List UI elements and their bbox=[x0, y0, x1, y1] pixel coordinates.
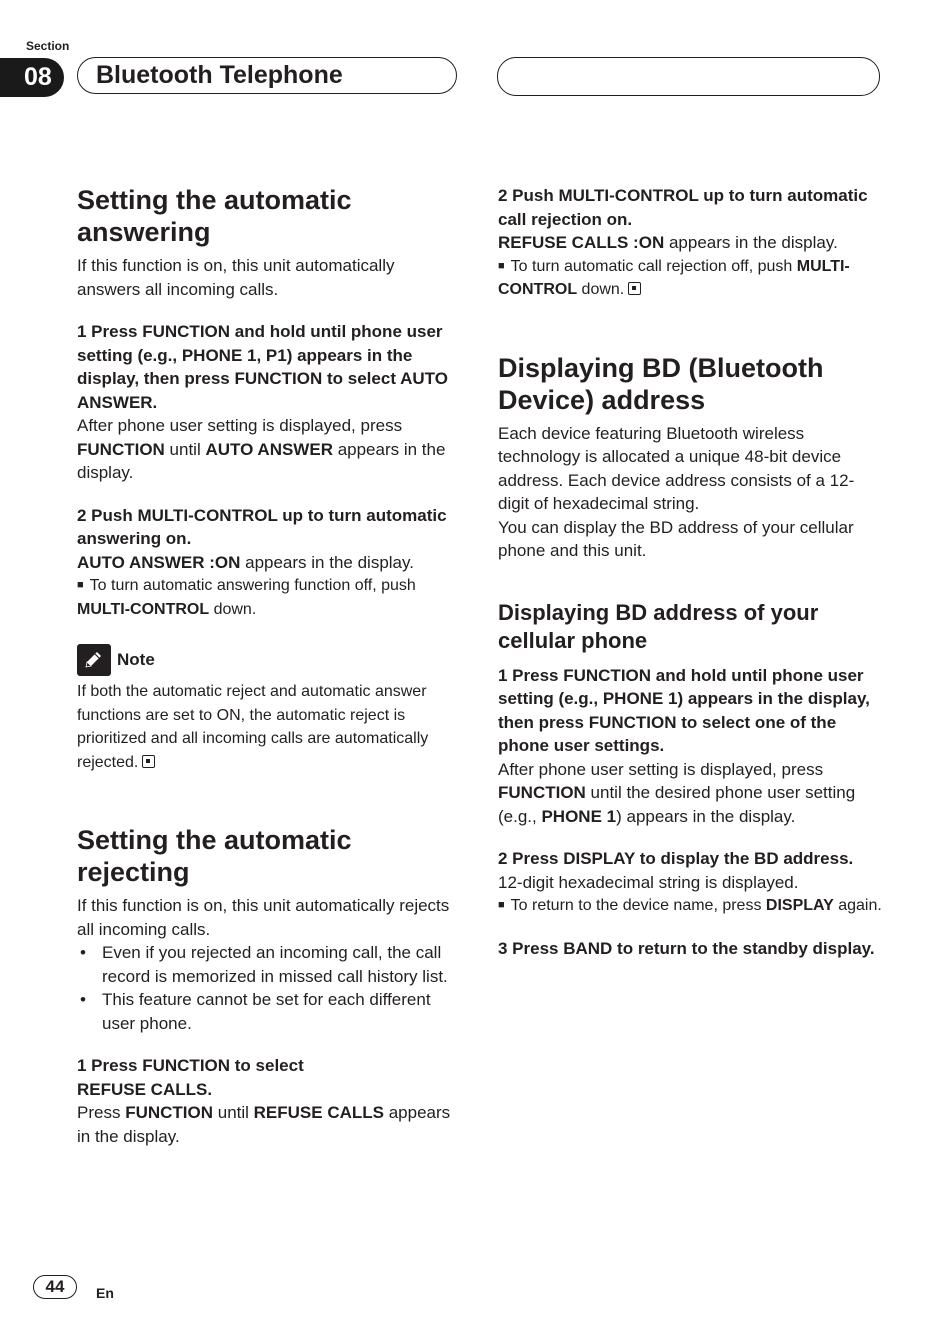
text: down. bbox=[577, 281, 625, 298]
key-multi-control: MULTI-CONTROL bbox=[77, 600, 210, 618]
text: appears in the display. bbox=[240, 552, 414, 572]
text: ) appears in the display. bbox=[616, 806, 796, 826]
chapter-title: Bluetooth Telephone bbox=[96, 61, 343, 89]
section-number-tab: 08 bbox=[0, 58, 64, 97]
text: REFUSE CALLS. bbox=[77, 1079, 213, 1099]
key-function: FUNCTION bbox=[77, 439, 165, 459]
auto-answer-step2-body bbox=[77, 551, 461, 575]
heading-auto-reject bbox=[77, 824, 461, 888]
auto-reject-bullet: • Even if you rejected an incoming call, the call record is memorized in missed call history list. bbox=[77, 941, 461, 988]
text: If both the automatic reject and automatic answer functions are set to ON, the automatic reject is prioritized and all incoming calls are automatically rejected. bbox=[77, 683, 429, 771]
auto-reject-step1-title bbox=[77, 1054, 461, 1101]
header-blank-frame bbox=[497, 57, 880, 96]
text: Press bbox=[77, 1103, 126, 1122]
bd-phone-step2-tip bbox=[498, 894, 882, 918]
bd-phone-step2-body: 12-digit hexadecimal string is displayed. bbox=[498, 872, 799, 892]
display-text: AUTO ANSWER :ON bbox=[77, 552, 241, 572]
text: again. bbox=[833, 897, 882, 914]
key-auto-answer: AUTO ANSWER bbox=[205, 439, 333, 459]
text: appears in the display. bbox=[77, 1103, 451, 1146]
auto-answer-step1-title: 1 Press FUNCTION and hold until phone user setting (e.g., PHONE 1, P1) appears in the display, then press FUNCTION to select AUTO ANSWER. bbox=[77, 322, 448, 412]
square-bullet-icon: ■ bbox=[498, 899, 505, 911]
heading-bd-phone bbox=[498, 599, 882, 655]
auto-reject-intro: If this function is on, this unit automatically rejects all incoming calls. bbox=[77, 896, 450, 939]
bd-address-para2: You can display the BD address of your cellular phone and this unit. bbox=[498, 517, 854, 560]
heading-line: Displaying BD address of your bbox=[498, 599, 819, 625]
text: down. bbox=[209, 600, 257, 618]
auto-reject-step2-tip bbox=[498, 255, 882, 302]
section-label: Section bbox=[26, 39, 70, 53]
heading-line: Device) address bbox=[498, 384, 706, 415]
key-multi-control: MULTI-CONTROL bbox=[498, 257, 850, 298]
square-bullet-icon: ■ bbox=[498, 259, 505, 272]
text: To return to the device name, press bbox=[510, 897, 766, 914]
end-mark-icon bbox=[628, 282, 641, 295]
auto-reject-step2-title: 2 Push MULTI-CONTROL up to turn automatic call rejection on. bbox=[498, 186, 868, 229]
heading-line: cellular phone bbox=[498, 627, 648, 653]
end-mark-icon bbox=[142, 755, 155, 768]
auto-answer-intro: If this function is on, this unit automatically answers all incoming calls. bbox=[77, 256, 395, 299]
text: 1 Press FUNCTION to select bbox=[77, 1056, 304, 1075]
text: until bbox=[164, 439, 206, 459]
bd-phone-step1-body bbox=[498, 758, 882, 829]
auto-reject-step2-body bbox=[498, 231, 882, 255]
heading-line: Displaying BD (Bluetooth bbox=[498, 352, 824, 383]
text: To turn automatic call rejection off, push bbox=[510, 257, 797, 275]
text: After phone user setting is displayed, press bbox=[498, 759, 824, 779]
bd-address-para1: Each device featuring Bluetooth wireless technology is allocated a unique 48-bit device address. Each device address consists of a 12-digit of hexadecimal string. bbox=[498, 423, 855, 513]
auto-answer-step2-title: 2 Push MULTI-CONTROL up to turn automatic answering on. bbox=[77, 505, 447, 548]
heading-line: Setting the automatic bbox=[77, 825, 352, 855]
text: To turn automatic answering function off, push bbox=[89, 577, 416, 594]
page-number: 44 bbox=[33, 1275, 77, 1299]
pencil-note-icon bbox=[77, 644, 111, 676]
key-function: FUNCTION bbox=[498, 783, 586, 802]
square-bullet-icon: ■ bbox=[77, 579, 84, 591]
text: appears in the display. bbox=[77, 439, 446, 482]
auto-answer-step1-body bbox=[77, 414, 461, 485]
text: until the desired phone user setting (e.g., bbox=[498, 783, 856, 826]
auto-answer-step2-tip bbox=[77, 574, 461, 621]
auto-reject-bullet: • This feature cannot be set for each different user phone. bbox=[77, 988, 461, 1035]
bd-phone-step1-title: 1 Press FUNCTION and hold until phone user setting (e.g., PHONE 1) appears in the display, then press FUNCTION to select one of the phone user settings. bbox=[498, 665, 870, 755]
left-column bbox=[77, 184, 461, 1148]
heading-line: answering bbox=[77, 217, 211, 247]
heading-line: rejecting bbox=[77, 857, 190, 887]
note-header bbox=[77, 644, 461, 676]
text: After phone user setting is displayed, press bbox=[77, 416, 403, 435]
heading-bd-address bbox=[498, 352, 882, 416]
heading-auto-answer bbox=[77, 184, 461, 248]
bd-phone-step2-title: 2 Press DISPLAY to display the BD address. bbox=[498, 849, 854, 868]
display-text: PHONE 1 bbox=[541, 806, 617, 826]
key-display: DISPLAY bbox=[765, 897, 834, 914]
language-label: En bbox=[96, 1285, 114, 1301]
note-text bbox=[77, 680, 461, 774]
key-refuse-calls: REFUSE CALLS bbox=[253, 1103, 384, 1122]
display-text: REFUSE CALLS :ON bbox=[498, 233, 665, 252]
auto-reject-step1-body bbox=[77, 1101, 461, 1148]
text: until bbox=[213, 1103, 254, 1122]
note-label: Note bbox=[117, 650, 155, 669]
key-function: FUNCTION bbox=[125, 1103, 214, 1122]
text: appears in the display. bbox=[664, 233, 838, 252]
heading-line: Setting the automatic bbox=[77, 185, 352, 215]
right-column bbox=[498, 184, 882, 960]
bd-phone-step3-title: 3 Press BAND to return to the standby display. bbox=[498, 938, 875, 958]
